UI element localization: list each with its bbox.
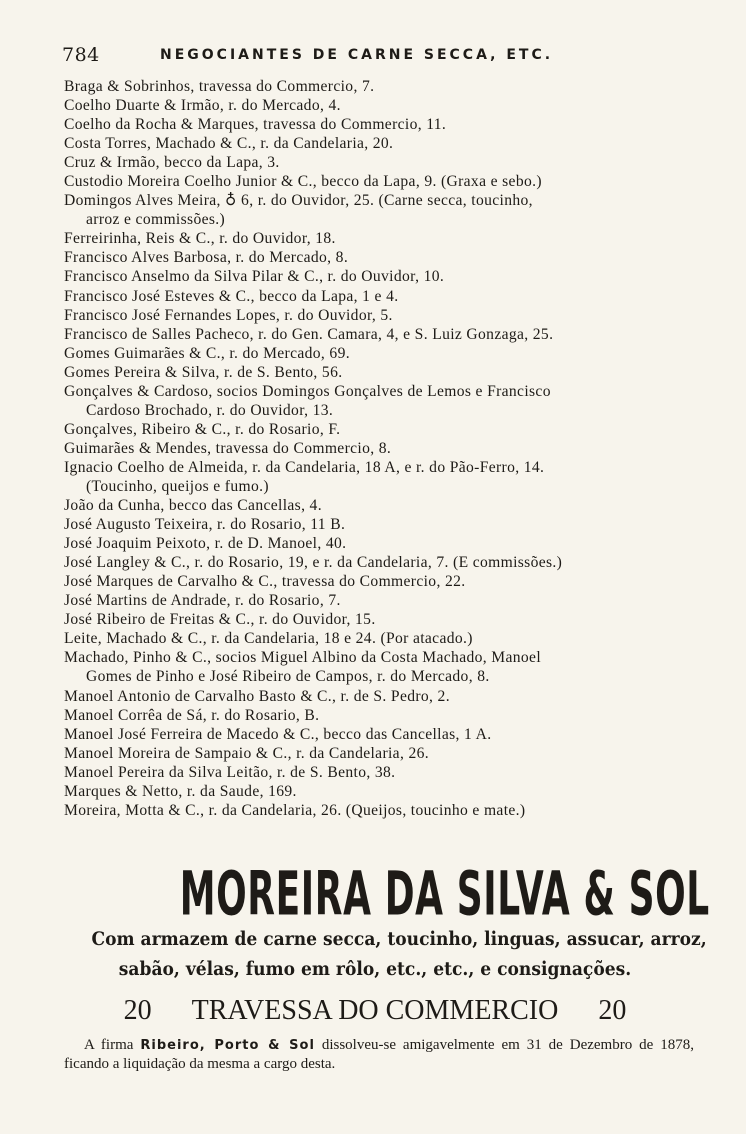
list-item: Guimarães & Mendes, travessa do Commercio, 8.	[64, 439, 392, 457]
list-item: Marques & Netto, r. da Saude, 169.	[64, 782, 297, 800]
ad-description-line-1: Com armazem de carne secca, toucinho, linguas, assucar, arroz,	[91, 928, 707, 950]
list-item: Ignacio Coelho de Almeida, r. da Candelaria, 18 A, e r. do Pão-Ferro, 14.	[64, 458, 545, 476]
list-item: Machado, Pinho & C., socios Miguel Albino da Costa Machado, Manoel	[64, 649, 542, 667]
notice-firm: Ribeiro, Porto & Sol	[140, 1038, 315, 1053]
merchant-list	[64, 77, 704, 820]
list-item: Moreira, Motta & C., r. da Candelaria, 26. (Queijos, toucinho e mate.)	[64, 801, 526, 819]
list-item: Francisco José Fernandes Lopes, r. do Ouvidor, 5.	[64, 306, 393, 324]
list-item: Gomes Guimarães & C., r. do Mercado, 69.	[64, 344, 350, 362]
list-item: Cruz & Irmão, becco da Lapa, 3.	[64, 154, 280, 172]
list-item: José Martins de Andrade, r. do Rosario, 7.	[64, 592, 341, 610]
list-item-continuation: arroz e commissões.)	[86, 211, 226, 229]
list-item: Gomes Pereira & Silva, r. de S. Bento, 56.	[64, 363, 343, 381]
list-item: Manoel José Ferreira de Macedo & C., becco das Cancellas, 1 A.	[64, 725, 492, 743]
list-item: José Augusto Teixeira, r. do Rosario, 11 B.	[64, 516, 346, 534]
ad-address-street: TRAVESSA DO COMMERCIO	[191, 995, 559, 1026]
ad-description-line-2: sabão, vélas, fumo em rôlo, etc., etc., e consignações.	[118, 958, 632, 980]
list-item: Manoel Antonio de Carvalho Basto & C., r. de S. Pedro, 2.	[64, 687, 450, 705]
list-item: José Marques de Carvalho & C., travessa do Commercio, 22.	[64, 573, 466, 591]
list-item: Manoel Pereira da Silva Leitão, r. de S. Bento, 38.	[64, 763, 396, 781]
list-item: Coelho Duarte & Irmão, r. do Mercado, 4.	[64, 97, 341, 115]
list-item: Gonçalves, Ribeiro & C., r. do Rosario, F.	[64, 420, 341, 438]
list-item: Manoel Corrêa de Sá, r. do Rosario, B.	[64, 706, 320, 724]
list-item: João da Cunha, becco das Cancellas, 4.	[64, 497, 322, 515]
list-item: José Ribeiro de Freitas & C., r. do Ouvidor, 15.	[64, 611, 376, 629]
list-item: José Langley & C., r. do Rosario, 19, e r. da Candelaria, 7. (E commissões.)	[64, 554, 563, 572]
ad-address-number-left: 20	[123, 995, 152, 1026]
list-item: Coelho da Rocha & Marques, travessa do Commercio, 11.	[64, 116, 447, 134]
list-item: Francisco de Salles Pacheco, r. do Gen. Camara, 4, e S. Luiz Gonzaga, 25.	[64, 325, 554, 343]
dissolution-notice	[64, 1036, 694, 1074]
list-item: Francisco José Esteves & C., becco da Lapa, 1 e 4.	[64, 287, 399, 305]
list-item-continuation: Cardoso Brochado, r. do Ouvidor, 13.	[86, 401, 334, 419]
ad-address	[60, 996, 690, 1026]
advertisement	[60, 857, 710, 1026]
list-item: Domingos Alves Meira, ♁ 6, r. do Ouvidor, 25. (Carne secca, toucinho,	[64, 192, 533, 210]
notice-prefix: A firma	[84, 1037, 134, 1053]
page-number: 784	[62, 44, 100, 66]
ad-address-number-right: 20	[598, 995, 627, 1026]
list-item: Francisco Alves Barbosa, r. do Mercado, 8.	[64, 249, 349, 267]
list-item: Ferreirinha, Reis & C., r. do Ouvidor, 18.	[64, 230, 336, 248]
list-item: Braga & Sobrinhos, travessa do Commercio, 7.	[64, 78, 375, 95]
list-item: Costa Torres, Machado & C., r. da Candelaria, 20.	[64, 135, 394, 153]
list-item: Custodio Moreira Coelho Junior & C., becco da Lapa, 9. (Graxa e sebo.)	[64, 173, 542, 191]
notice-text: dissolveu-se amigavelmente em 31 de Dezembro de 1878, ficando a liquidação da mesma a cargo desta.	[64, 1037, 694, 1072]
running-title: NEGOCIANTES DE CARNE SECCA, ETC.	[160, 47, 554, 63]
list-item: Leite, Machado & C., r. da Candelaria, 18 e 24. (Por atacado.)	[64, 630, 473, 648]
list-item: Gonçalves & Cardoso, socios Domingos Gonçalves de Lemos e Francisco	[64, 382, 551, 400]
list-item-continuation: (Toucinho, queijos e fumo.)	[86, 477, 269, 495]
list-item-continuation: Gomes de Pinho e José Ribeiro de Campos, r. do Mercado, 8.	[86, 668, 490, 686]
list-item: José Joaquim Peixoto, r. de D. Manoel, 40.	[64, 535, 347, 553]
list-item: Manoel Moreira de Sampaio & C., r. da Candelaria, 26.	[64, 744, 429, 762]
page-header	[62, 44, 682, 68]
ad-firm-name: MOREIRA DA SILVA & SOL	[179, 857, 710, 930]
list-item: Francisco Anselmo da Silva Pilar & C., r. do Ouvidor, 10.	[64, 268, 445, 286]
